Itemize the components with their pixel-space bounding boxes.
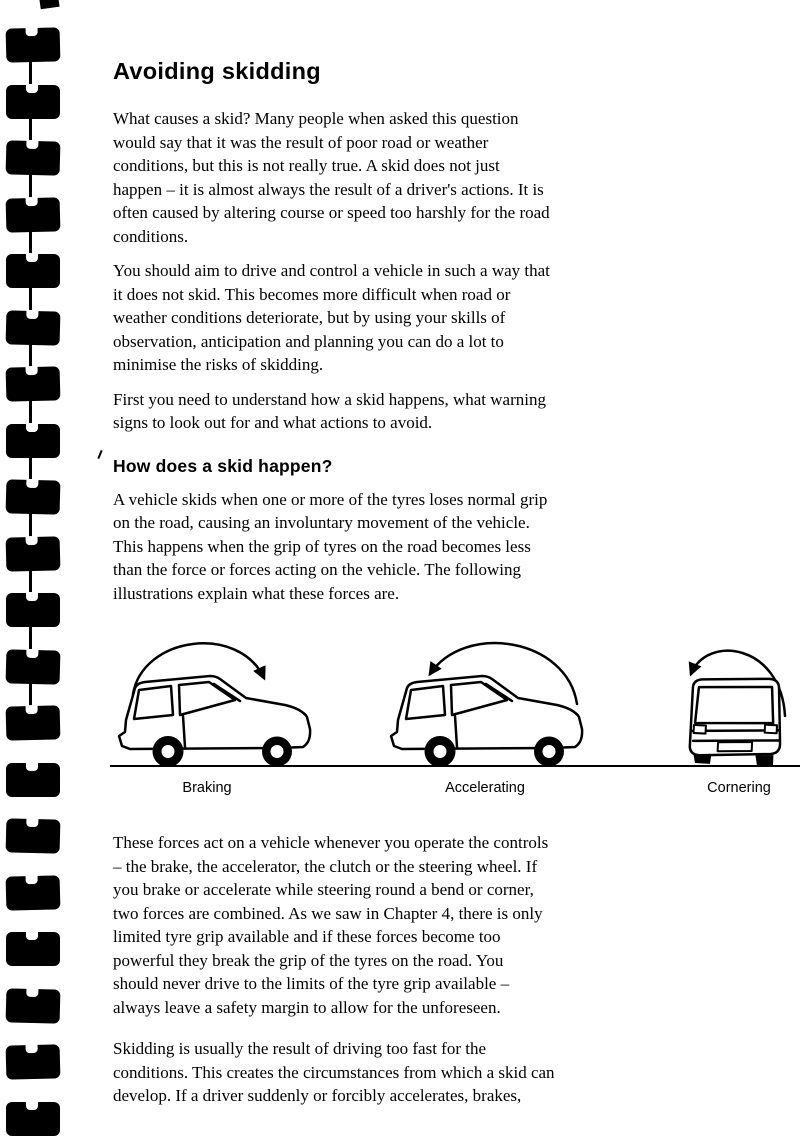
rear-window — [695, 683, 775, 727]
text-line: First you need to understand how a skid happens, what warning — [113, 389, 546, 409]
binding-tooth — [6, 988, 61, 1023]
binding-tooth-partial — [39, 0, 59, 9]
text-line: Skidding is usually the result of driving too fast for the — [113, 1039, 487, 1058]
binding-tooth — [6, 818, 61, 853]
text-line: happen – it is almost always the result of a driver's actions. It is — [113, 179, 544, 199]
binding-tooth-notch — [26, 27, 38, 36]
rear-hub — [162, 745, 175, 758]
text-line: it does not skid. This becomes more difficult when road or — [113, 284, 511, 304]
text-line: observation, anticipation and planning you can do a lot to — [113, 331, 504, 351]
page-title: Avoiding skidding — [113, 58, 321, 84]
text-line: should never drive to the limits of the tyre grip available – — [113, 974, 510, 993]
spiral-binding — [0, 0, 70, 1108]
binding-tooth — [6, 140, 61, 175]
front-hub — [271, 745, 284, 758]
paragraph-forces-explanation — [113, 831, 693, 1019]
binding-tooth-notch — [26, 309, 38, 318]
paragraph-intro-3 — [113, 388, 693, 435]
text-line: you brake or accelerate while steering round a bend or corner, — [113, 880, 534, 899]
paragraph-skid-explanation — [113, 488, 693, 606]
right-tail-light — [765, 725, 777, 734]
text-line: conditions, but this is not really true. A skid does not just — [113, 156, 500, 175]
text-line: than the force or forces acting on the vehicle. The following — [113, 560, 522, 579]
text-line: illustrations explain what these forces are. — [113, 583, 400, 603]
figure-label-accelerating: Accelerating — [445, 780, 525, 796]
binding-tooth — [6, 649, 61, 684]
text-line: powerful they break the grip of the tyres on the road. You — [113, 950, 504, 970]
left-tail-light — [694, 725, 706, 734]
text-line: limited tyre grip available and if these forces become too — [113, 927, 501, 946]
rear-hub — [434, 745, 447, 758]
figure-label-braking: Braking — [182, 780, 232, 796]
braking-car-figure — [113, 628, 328, 768]
binding-tooth — [6, 366, 61, 401]
text-line: weather conditions deteriorate, but by using your skills of — [113, 308, 506, 327]
text-line: conditions. — [113, 226, 189, 246]
text-line: These forces act on a vehicle whenever you operate the controls — [113, 833, 549, 852]
binding-tooth — [6, 593, 60, 627]
binding-tooth-notch — [26, 987, 38, 996]
binding-tooth — [6, 310, 61, 345]
paragraph-skidding-cause — [113, 1037, 693, 1108]
ground-line — [110, 765, 800, 767]
rear-window — [134, 686, 173, 719]
binding-tooth-notch — [26, 1101, 38, 1110]
binding-tooth-notch — [26, 423, 38, 432]
text-line: – the brake, the accelerator, the clutch or the steering wheel. If — [113, 856, 538, 876]
binding-tooth — [6, 254, 60, 288]
text-line: What causes a skid? Many people when asked this question — [113, 109, 519, 128]
binding-tooth-notch — [26, 648, 38, 657]
binding-tooth — [6, 705, 61, 740]
binding-tooth — [6, 27, 61, 62]
binding-tooth-notch — [26, 762, 38, 771]
text-line: minimise the risks of skidding. — [113, 355, 324, 374]
binding-tooth — [6, 1044, 61, 1079]
binding-tooth-notch — [26, 253, 38, 262]
section-heading: How does a skid happen? — [113, 455, 333, 476]
paragraph-intro-1 — [113, 107, 693, 248]
text-line: often caused by altering course or speed too harshly for the road — [113, 203, 550, 222]
text-line: You should aim to drive and control a vehicle in such a way that — [113, 261, 550, 280]
forces-illustration — [113, 628, 800, 802]
binding-tooth — [6, 424, 60, 458]
binding-tooth-notch — [26, 196, 38, 205]
cornering-car-figure — [669, 630, 797, 767]
page-content — [113, 58, 771, 1108]
front-hub — [543, 745, 556, 758]
paragraph-intro-2 — [113, 259, 693, 377]
text-line: two forces are combined. As we saw in Chapter 4, there is only — [113, 903, 543, 923]
number-plate — [718, 740, 753, 753]
text-line: This happens when the grip of tyres on the road becomes less — [113, 536, 531, 556]
figure-label-cornering: Cornering — [707, 780, 771, 796]
binding-tooth-notch — [26, 818, 38, 827]
binding-tooth — [6, 875, 61, 910]
text-line: conditions. This creates the circumstances from which a skid can — [113, 1062, 555, 1082]
text-line: signs to look out for and what actions to avoid. — [113, 413, 433, 432]
binding-tooth-notch — [26, 84, 38, 93]
binding-tooth — [6, 197, 61, 232]
binding-tooth-notch — [26, 140, 38, 149]
binding-tooth — [6, 763, 60, 797]
binding-tooth-notch — [26, 479, 38, 488]
scan-artifact — [97, 450, 102, 459]
binding-tooth — [6, 85, 60, 119]
text-line: A vehicle skids when one or more of the tyres loses normal grip — [113, 489, 548, 509]
binding-tooth-notch — [26, 705, 38, 714]
text-line: would say that it was the result of poor road or weather — [113, 132, 489, 152]
binding-tooth — [6, 479, 61, 514]
binding-tooth-notch — [26, 1044, 38, 1053]
text-line: always leave a safety margin to allow for the unforeseen. — [113, 997, 501, 1017]
text-line: on the road, causing an involuntary movement of the vehicle. — [113, 513, 530, 532]
rear-window — [406, 686, 445, 719]
binding-tooth-notch — [26, 366, 38, 375]
binding-tooth — [6, 536, 61, 571]
binding-tooth-notch — [26, 592, 38, 601]
binding-tooth — [6, 932, 60, 966]
binding-tooth-notch — [26, 931, 38, 940]
binding-tooth-notch — [26, 535, 38, 544]
accelerating-car-figure — [385, 628, 600, 768]
binding-tooth — [6, 1102, 60, 1136]
binding-tooth-notch — [26, 874, 38, 883]
text-line: develop. If a driver suddenly or forcibly accelerates, brakes, — [113, 1086, 522, 1105]
